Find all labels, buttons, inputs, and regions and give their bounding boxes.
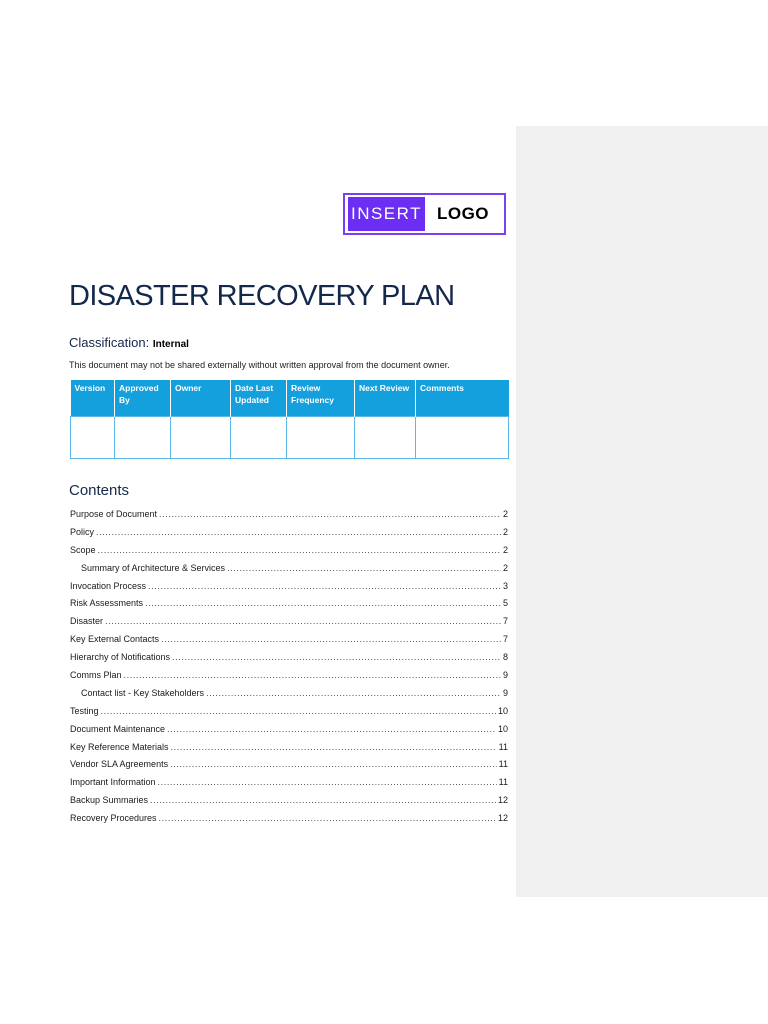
logo-insert-text: INSERT xyxy=(348,197,425,231)
table-cell[interactable] xyxy=(416,417,509,459)
table-cell[interactable] xyxy=(115,417,171,459)
toc-entry[interactable] xyxy=(70,652,508,670)
toc-leader-dots xyxy=(159,509,501,519)
toc-entry[interactable] xyxy=(70,634,508,652)
toc-entry[interactable] xyxy=(70,688,508,706)
toc-entry-page: 9 xyxy=(502,687,508,698)
toc-leader-dots xyxy=(124,670,501,680)
classification xyxy=(69,335,189,350)
toc-entry[interactable] xyxy=(70,742,508,760)
toc-leader-dots xyxy=(145,598,501,608)
toc-entry[interactable] xyxy=(70,616,508,634)
toc-entry-label: Purpose of Document xyxy=(70,509,158,519)
toc-entry-page: 12 xyxy=(497,795,508,806)
toc-leader-dots xyxy=(161,634,501,644)
toc-entry-page: 7 xyxy=(502,616,508,627)
toc-entry-label: Testing xyxy=(70,705,99,716)
toc-entry-page: 2 xyxy=(502,544,508,555)
toc-entry-page: 9 xyxy=(502,670,508,681)
toc-entry[interactable] xyxy=(70,527,508,545)
toc-entry[interactable] xyxy=(70,581,508,599)
toc-entry-page: 10 xyxy=(497,705,508,716)
toc-entry-page: 3 xyxy=(502,580,508,591)
toc-leader-dots xyxy=(172,652,501,662)
toc-entry-page: 2 xyxy=(502,509,508,519)
toc-entry-label: Document Maintenance xyxy=(70,723,166,734)
toc-entry[interactable] xyxy=(70,795,508,813)
toc-leader-dots xyxy=(150,795,496,805)
toc-entry-page: 5 xyxy=(502,598,508,609)
toc-entry-label: Invocation Process xyxy=(70,580,147,591)
header-owner: Owner xyxy=(171,380,231,417)
toc-entry-label: Key Reference Materials xyxy=(70,741,169,752)
classification-label: Classification: xyxy=(69,335,153,350)
toc-entry[interactable] xyxy=(70,509,508,527)
table-cell[interactable] xyxy=(287,417,355,459)
toc-entry-label: Scope xyxy=(70,544,96,555)
toc-entry-page: 11 xyxy=(498,777,508,788)
toc-leader-dots xyxy=(206,688,501,698)
toc-leader-dots xyxy=(105,616,501,626)
version-table-header-row xyxy=(71,380,509,417)
table-cell[interactable] xyxy=(355,417,416,459)
toc-entry[interactable] xyxy=(70,759,508,777)
toc-entry-label: Backup Summaries xyxy=(70,795,149,806)
header-comments: Comments xyxy=(416,380,509,417)
classification-value: Internal xyxy=(152,339,189,350)
toc-leader-dots xyxy=(96,527,501,537)
toc-leader-dots xyxy=(167,724,496,734)
toc-entry-label: Hierarchy of Notifications xyxy=(70,652,171,663)
document-title: DISASTER RECOVERY PLAN xyxy=(69,280,455,312)
header-review-frequency: Review Frequency xyxy=(287,380,355,417)
toc-entry[interactable] xyxy=(70,777,508,795)
toc-entry-label: Important Information xyxy=(70,777,156,788)
toc-entry-page: 2 xyxy=(502,526,508,537)
toc-leader-dots xyxy=(98,545,501,555)
header-approved-by: Approved By xyxy=(115,380,171,417)
toc-entry-label: Risk Assessments xyxy=(70,598,144,609)
toc-leader-dots xyxy=(170,759,497,769)
toc-entry[interactable] xyxy=(70,670,508,688)
table-of-contents xyxy=(70,509,508,831)
toc-entry-label: Policy xyxy=(70,526,95,537)
toc-leader-dots xyxy=(101,706,496,716)
table-cell[interactable] xyxy=(231,417,287,459)
toc-leader-dots xyxy=(171,742,497,752)
toc-entry-label: Disaster xyxy=(70,616,104,627)
toc-entry-label: Contact list - Key Stakeholders xyxy=(81,687,205,698)
table-cell[interactable] xyxy=(71,417,115,459)
toc-entry-page: 8 xyxy=(502,652,508,663)
toc-entry-label: Key External Contacts xyxy=(70,634,160,645)
toc-entry-label: Recovery Procedures xyxy=(70,813,157,824)
toc-entry-page: 10 xyxy=(497,723,508,734)
toc-entry-page: 2 xyxy=(502,562,508,573)
header-next-review: Next Review xyxy=(355,380,416,417)
logo-text: LOGO xyxy=(436,204,490,223)
toc-entry-page: 11 xyxy=(498,759,508,770)
toc-leader-dots xyxy=(158,777,497,787)
toc-leader-dots xyxy=(148,581,501,591)
toc-entry-page: 7 xyxy=(502,634,508,645)
header-date-last-updated: Date Last Updated xyxy=(231,380,287,417)
toc-entry[interactable] xyxy=(70,813,508,831)
toc-leader-dots xyxy=(227,563,501,573)
toc-entry[interactable] xyxy=(70,545,508,563)
version-table xyxy=(70,380,509,459)
sharing-notice: This document may not be shared externally without written approval from the document owner. xyxy=(69,360,450,370)
toc-entry[interactable] xyxy=(70,563,508,581)
toc-entry-label: Vendor SLA Agreements xyxy=(70,759,169,770)
toc-entry[interactable] xyxy=(70,706,508,724)
table-row xyxy=(71,417,509,459)
toc-entry-label: Comms Plan xyxy=(70,670,122,681)
table-cell[interactable] xyxy=(171,417,231,459)
comment-pane xyxy=(516,126,768,897)
toc-entry-page: 12 xyxy=(497,813,508,824)
logo-placeholder xyxy=(343,193,506,235)
toc-entry[interactable] xyxy=(70,724,508,742)
toc-entry-label: Summary of Architecture & Services xyxy=(81,562,226,573)
toc-entry-page: 11 xyxy=(498,741,508,752)
toc-entry[interactable] xyxy=(70,598,508,616)
toc-leader-dots xyxy=(159,813,496,823)
header-version: Version xyxy=(71,380,115,417)
contents-heading: Contents xyxy=(69,482,130,499)
